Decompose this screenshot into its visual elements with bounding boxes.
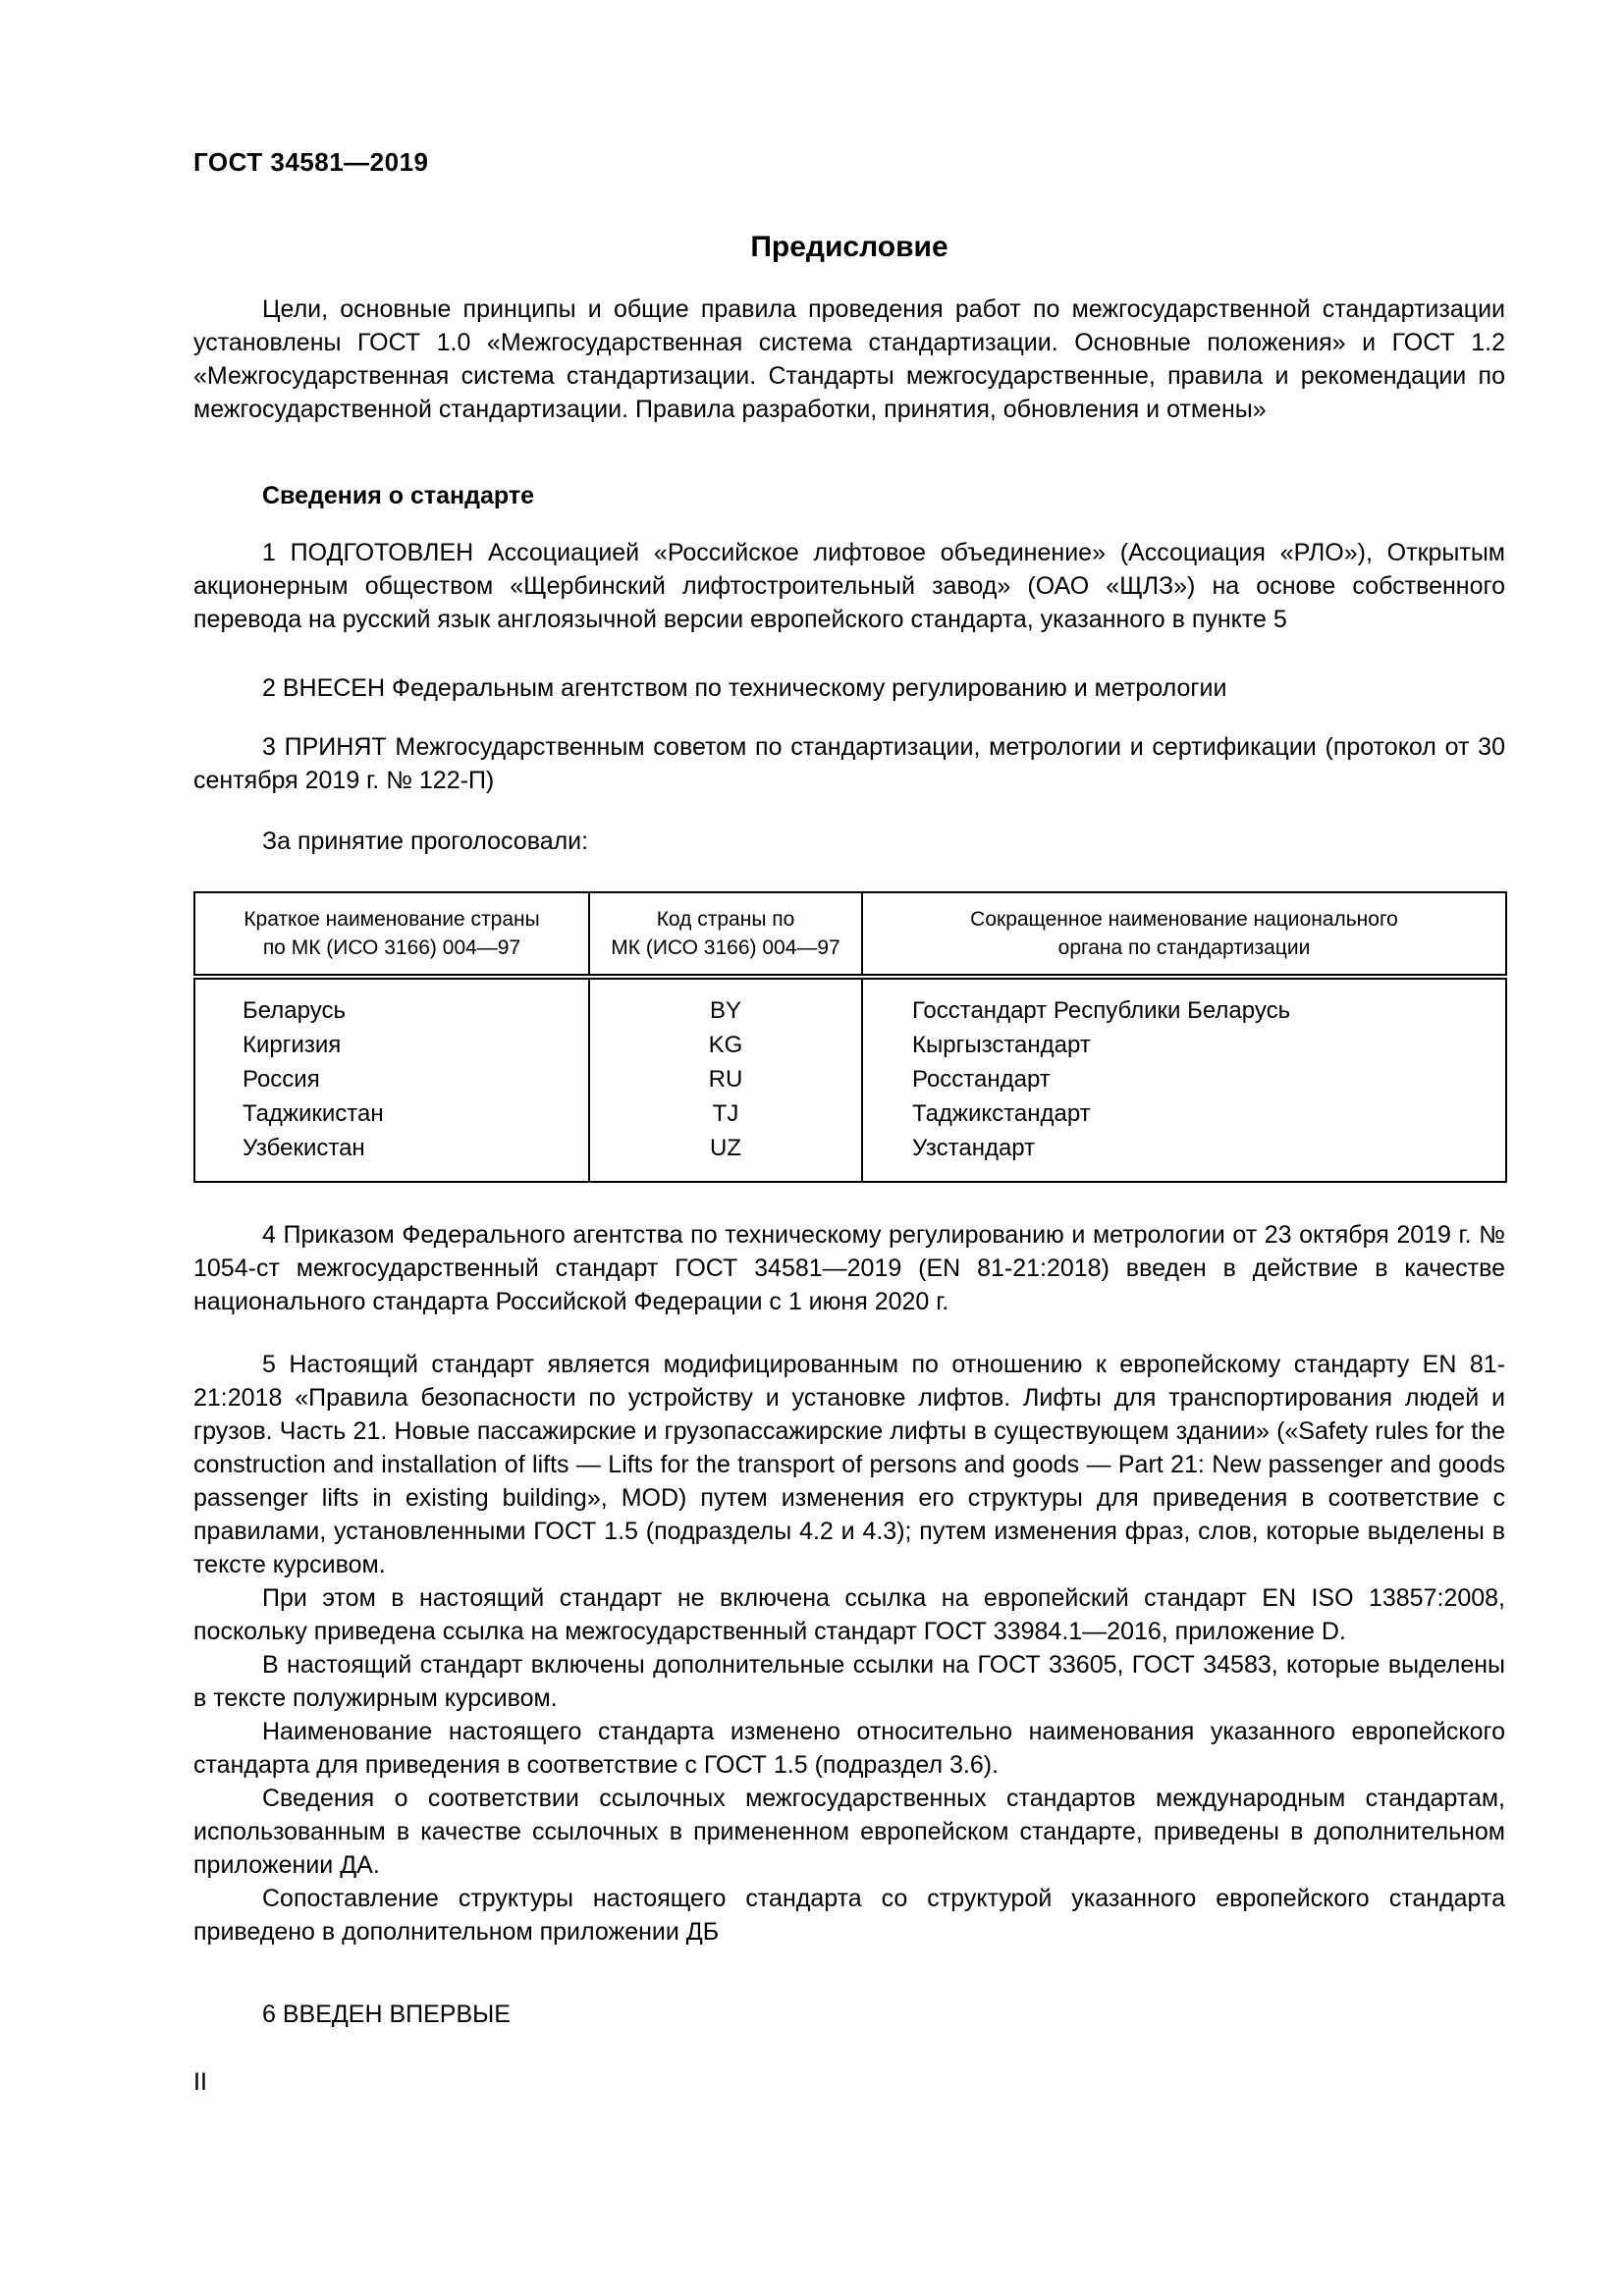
code-cell: RU <box>589 1062 862 1096</box>
vote-intro: За принятие проголосовали: <box>262 828 589 855</box>
country-cell: Россия <box>194 1062 589 1096</box>
table-row <box>194 1028 1506 1062</box>
header-line: Краткое наименование страны <box>244 908 540 931</box>
header-line: МК (ИСО 3166) 004—97 <box>611 936 840 959</box>
page-content <box>193 147 1505 2031</box>
table-row <box>194 1062 1506 1096</box>
header-line: Код страны по <box>656 908 795 931</box>
modification-paragraph: 5 Настоящий стандарт является модифицированным по отношению к европейскому стандарту EN 81-21:2018 «Правила безопасности по устройству и установке лифтов. Лифты для транспортирования людей и грузов. Часть 21. Новые пассажирские и грузопассажирские лифты в существующем здании» («Safety rules for the construction and installation of lifts — Lifts for the transport of persons and goods — Part 21: New passenger and goods passenger lifts in existing building», MOD) путем изменения его структуры для приведения в соответствие с правилами, установленными ГОСТ 1.5 (подразделы 4.2 и 4.3); путем изменения фраз, слов, которые выделены в тексте курсивом. <box>193 1351 1505 1578</box>
code-cell: UZ <box>589 1131 862 1182</box>
header-line: органа по стандартизации <box>1057 936 1311 959</box>
column-header-organization <box>862 892 1506 977</box>
column-header-country <box>194 892 589 977</box>
table-row <box>194 1131 1506 1182</box>
org-cell: Узстандарт <box>862 1131 1506 1182</box>
header-line: Сокращенное наименование национального <box>970 908 1398 931</box>
standard-info-heading: Сведения о стандарте <box>262 482 535 509</box>
modification-paragraph: Наименование настоящего стандарта изменено относительно наименования указанного европейского стандарта для приведения в соответствие с ГОСТ 1.5 (подраздел 3.6). <box>193 1718 1505 1779</box>
country-cell: Беларусь <box>194 977 589 1028</box>
table-header-row <box>194 892 1506 977</box>
org-cell: Кыргызстандарт <box>862 1028 1506 1062</box>
item-1-prepared: 1 ПОДГОТОВЛЕН Ассоциацией «Российское лифтовое объединение» (Ассоциация «РЛО»), Открытым акционерным обществом «Щербинский лифтостроительный завод» (ОАО «ЩЛЗ») на основе собственного перевода на русский язык англоязычной версии европейского стандарта, указанного в пункте 5 <box>193 539 1505 633</box>
modification-paragraph: Сопоставление структуры настоящего стандарта со структурой указанного европейского стандарта приведено в дополнительном приложении ДБ <box>193 1885 1505 1946</box>
column-header-code <box>589 892 862 977</box>
table-row <box>194 1096 1506 1131</box>
page-number: II <box>193 2068 207 2096</box>
item-6-first-introduced: 6 ВВЕДЕН ВПЕРВЫЕ <box>262 2001 511 2028</box>
modification-paragraph: В настоящий стандарт включены дополнительные ссылки на ГОСТ 33605, ГОСТ 34583, которые выделены в тексте полужирным курсивом. <box>193 1651 1505 1712</box>
vote-table <box>193 891 1507 1183</box>
intro-paragraph: Цели, основные принципы и общие правила проведения работ по межгосударственной стандартизации установлены ГОСТ 1.0 «Межгосударственная система стандартизации. Основные положения» и ГОСТ 1.2 «Межгосударственная система стандартизации. Стандарты межгосударственные, правила и рекомендации по межгосударственной стандартизации. Правила разработки, принятия, обновления и отмены» <box>193 295 1505 423</box>
table-row <box>194 977 1506 1028</box>
item-4-order: 4 Приказом Федерального агентства по техническому регулированию и метрологии от 23 октября 2019 г. № 1054-ст межгосударственный стандарт ГОСТ 34581—2019 (EN 81-21:2018) введен в действие в качестве национального стандарта Российской Федерации с 1 июня 2020 г. <box>193 1221 1505 1315</box>
org-cell: Госстандарт Республики Беларусь <box>862 977 1506 1028</box>
item-5-modification <box>193 1348 1505 1949</box>
org-cell: Росстандарт <box>862 1062 1506 1096</box>
page-title: Предисловие <box>750 231 948 263</box>
code-cell: TJ <box>589 1096 862 1131</box>
country-cell: Узбекистан <box>194 1131 589 1182</box>
country-cell: Киргизия <box>194 1028 589 1062</box>
code-cell: KG <box>589 1028 862 1062</box>
modification-paragraph: Сведения о соответствии ссылочных межгосударственных стандартов международным стандартам, использованным в качестве ссылочных в примененном европейском стандарте, приведены в дополнительном приложении ДА. <box>193 1785 1505 1879</box>
item-2-submitted: 2 ВНЕСЕН Федеральным агентством по техническому регулированию и метрологии <box>262 674 1227 702</box>
org-cell: Таджикстандарт <box>862 1096 1506 1131</box>
country-cell: Таджикистан <box>194 1096 589 1131</box>
code-cell: BY <box>589 977 862 1028</box>
item-3-adopted: 3 ПРИНЯТ Межгосударственным советом по стандартизации, метрологии и сертификации (протокол от 30 сентября 2019 г. № 122-П) <box>193 733 1505 794</box>
modification-paragraph: При этом в настоящий стандарт не включена ссылка на европейский стандарт EN ISO 13857:2008, поскольку приведена ссылка на межгосударственный стандарт ГОСТ 33984.1—2016, приложение D. <box>193 1584 1505 1645</box>
doc-code: ГОСТ 34581—2019 <box>193 147 429 177</box>
header-line: по МК (ИСО 3166) 004—97 <box>262 936 521 959</box>
